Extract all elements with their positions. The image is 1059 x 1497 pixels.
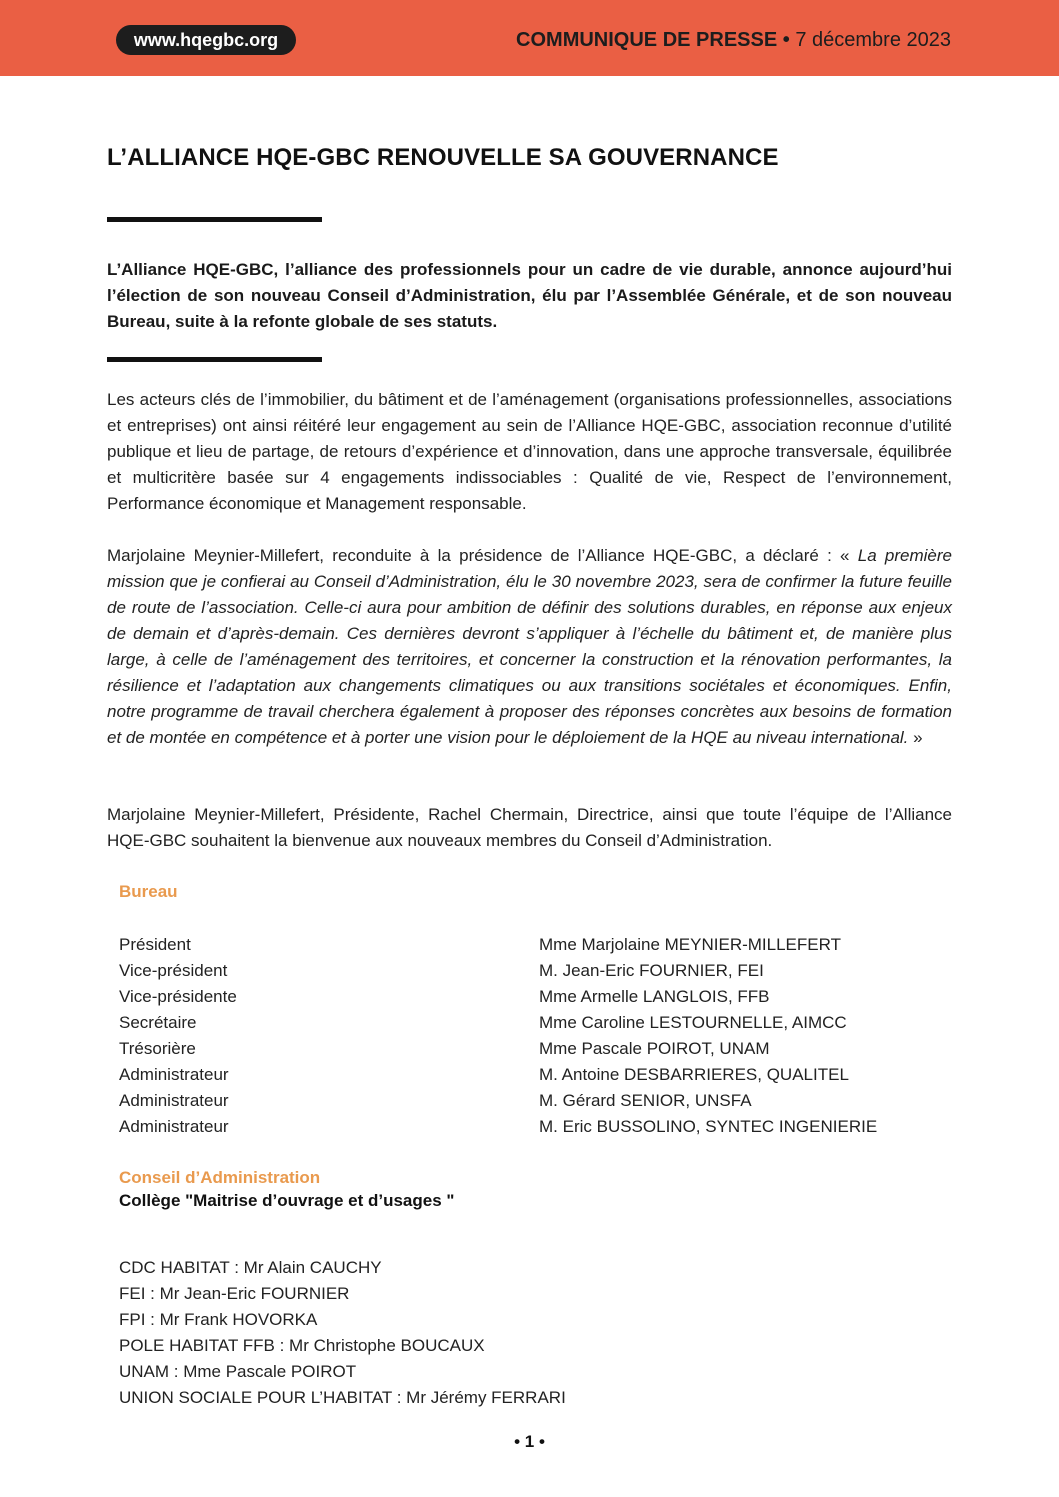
bureau-role: Vice-président	[119, 961, 228, 980]
bureau-person: M. Antoine DESBARRIERES, QUALITEL	[539, 1065, 849, 1084]
quote-intro: Marjolaine Meynier-Millefert, reconduite à la présidence de l’Alliance HQE-GBC, a déclaré : «	[107, 546, 858, 565]
bureau-person: M. Eric BUSSOLINO, SYNTEC INGENIERIE	[539, 1117, 878, 1136]
list-item: FEI : Mr Jean-Eric FOURNIER	[119, 1284, 350, 1303]
bureau-row	[119, 1088, 919, 1114]
bureau-person: Mme Pascale POIROT, UNAM	[539, 1039, 770, 1058]
bureau-person: M. Gérard SENIOR, UNSFA	[539, 1091, 752, 1110]
bureau-heading: Bureau	[119, 882, 178, 901]
bureau-role: Trésorière	[119, 1039, 196, 1058]
bureau-person: Mme Marjolaine MEYNIER-MILLEFERT	[539, 935, 841, 954]
bureau-role: Administrateur	[119, 1091, 229, 1110]
bureau-row	[119, 1036, 919, 1062]
bureau-role: Président	[119, 935, 191, 954]
page-number: • 1 •	[514, 1432, 545, 1451]
lead-paragraph: L’Alliance HQE-GBC, l’alliance des professionnels pour un cadre de vie durable, annonce aujourd’hui l’élection de son nouveau Conseil d’Administration, élu par l’Assemblée Générale, et de son nouveau Bureau, suite à la refonte globale de ses statuts.	[107, 260, 952, 331]
bureau-row	[119, 1114, 919, 1140]
list-item: UNION SOCIALE POUR L’HABITAT : Mr Jérémy FERRARI	[119, 1388, 566, 1407]
bureau-role: Vice-présidente	[119, 987, 237, 1006]
college-member-list	[119, 1255, 566, 1411]
page-title: L’ALLIANCE HQE-GBC RENOUVELLE SA GOUVERNANCE	[107, 144, 779, 171]
bureau-role: Administrateur	[119, 1117, 229, 1136]
press-release-title: COMMUNIQUE DE PRESSE	[516, 29, 778, 51]
quote-outro: »	[908, 728, 923, 747]
press-release-date: 7 décembre 2023	[795, 29, 951, 51]
list-item: UNAM : Mme Pascale POIROT	[119, 1362, 357, 1381]
conseil-heading: Conseil d’Administration	[119, 1168, 321, 1187]
bureau-table	[119, 932, 919, 1140]
bureau-role: Administrateur	[119, 1065, 229, 1084]
body-paragraph-1: Les acteurs clés de l’immobilier, du bâtiment et de l’aménagement (organisations professionnelles, associations et entreprises) ont ainsi réitéré leur engagement au sein de l’Alliance HQE-GBC, association reconnue d’utilité publique et lieu de partage, de retours d’expérience et d’innovation, dans une approche transversale, équilibrée et multicritère basée sur 4 engagements indissociables : Qualité de vie, Respect de l’environnement, Performance économique et Management responsable.	[107, 390, 952, 513]
bureau-row	[119, 958, 919, 984]
quote-text: La première mission que je confierai au Conseil d’Administration, élu le 30 novembre 2023, sera de confirmer la future feuille de route de l’association. Celle-ci aura pour ambition de définir des solutions durables, en réponse aux enjeux de demain et d’après-demain. Ces dernières devront s’appliquer à l’échelle du bâtiment et, de manière plus large, à celle de l’aménagement des territoires, et concerner la construction et la rénovation performantes, la résilience et l’adaptation aux changements climatiques ou aux transitions sociétales et économiques. Enfin, notre programme de travail cherchera également à proposer des réponses concrètes aux besoins de formation et de montée en compétence et à porter une vision pour le déploiement de la HQE au niveau international.	[107, 546, 952, 747]
bureau-person: M. Jean-Eric FOURNIER, FEI	[539, 961, 764, 980]
press-release-label	[516, 28, 951, 52]
body-paragraph-3: Marjolaine Meynier-Millefert, Présidente, Rachel Chermain, Directrice, ainsi que toute l’équipe de l’Alliance HQE-GBC souhaitent la bienvenue aux nouveaux membres du Conseil d’Administration.	[107, 805, 952, 850]
bureau-person: Mme Caroline LESTOURNELLE, AIMCC	[539, 1013, 847, 1032]
body-paragraph-2	[107, 543, 952, 751]
bureau-row	[119, 984, 919, 1010]
bureau-row	[119, 932, 919, 958]
college-title: Collège "Maitrise d’ouvrage et d’usages "	[119, 1191, 455, 1210]
bureau-person: Mme Armelle LANGLOIS, FFB	[539, 987, 770, 1006]
list-item: FPI : Mr Frank HOVORKA	[119, 1310, 318, 1329]
list-item: POLE HABITAT FFB : Mr Christophe BOUCAUX	[119, 1336, 485, 1355]
header-bullet: •	[782, 29, 790, 51]
website-link[interactable]: www.hqegbc.org	[116, 25, 296, 55]
divider-top	[107, 217, 322, 222]
divider-bottom	[107, 357, 322, 362]
bureau-role: Secrétaire	[119, 1013, 197, 1032]
list-item: CDC HABITAT : Mr Alain CAUCHY	[119, 1258, 382, 1277]
header-bar	[0, 0, 1059, 76]
bureau-row	[119, 1010, 919, 1036]
bureau-row	[119, 1062, 919, 1088]
